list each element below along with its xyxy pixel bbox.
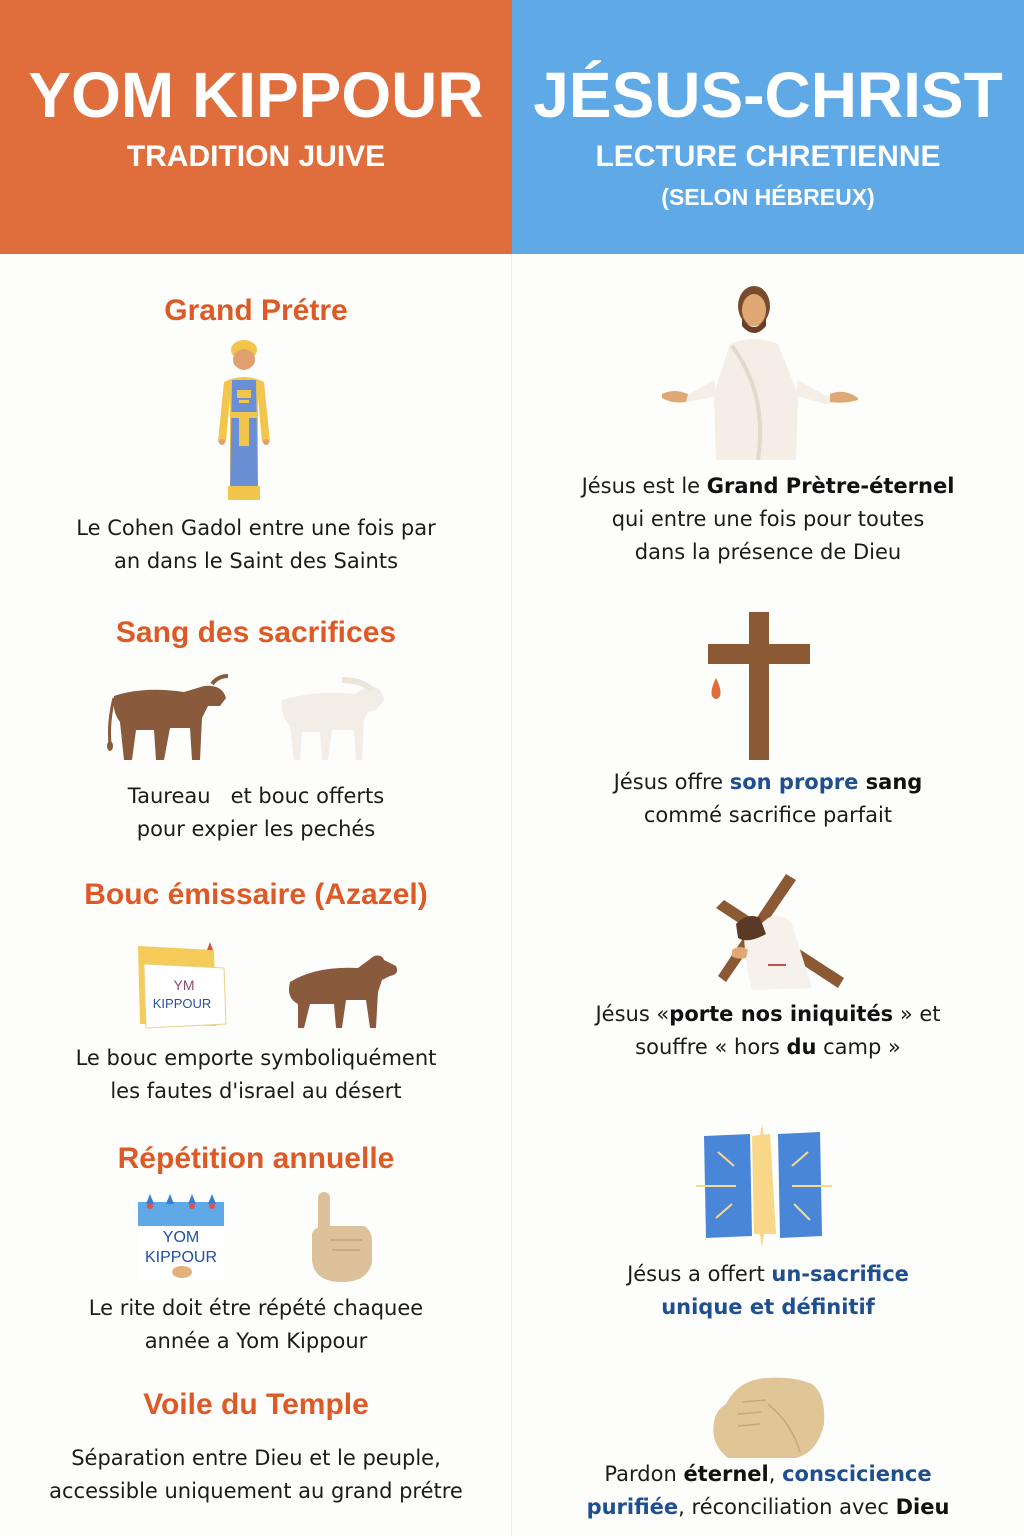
section-desc-line1: Jésus est le Grand Prètre-éternel bbox=[581, 474, 955, 498]
section-heading: Grand Prétre bbox=[164, 294, 348, 327]
svg-text:KIPPOUR: KIPPOUR bbox=[144, 1249, 218, 1266]
section-pardon-eternel bbox=[512, 1372, 1024, 1532]
svg-text:YOM: YOM bbox=[162, 1229, 200, 1246]
section-voile-temple bbox=[0, 1386, 512, 1516]
svg-text:YM: YM bbox=[173, 977, 195, 993]
section-desc-line1: Le Cohen Gadol entre une fois par bbox=[76, 516, 436, 540]
section-desc-line2: année a Yom Kippour bbox=[144, 1329, 368, 1353]
carrying-cross-icon bbox=[712, 872, 848, 992]
section-desc-line1: Jésus «porte nos iniquités » et bbox=[595, 1002, 941, 1026]
section-desc-line1: Le bouc emporte symboliquément bbox=[75, 1046, 437, 1070]
section-desc-line2: les fautes d'israel au désert bbox=[110, 1079, 402, 1103]
header-right-subtitle: LECTURE CHRETIENNE bbox=[595, 140, 941, 173]
header-right-subtitle2: (SELON HÉBREUX) bbox=[661, 184, 875, 210]
calendar-icon bbox=[134, 942, 230, 1032]
section-desc-line2: commé sacrifice parfait bbox=[643, 803, 893, 827]
section-heading: Sang des sacrifices bbox=[115, 616, 397, 649]
header-left bbox=[0, 0, 512, 254]
section-desc-line2: accessible uniquement au grand prétre bbox=[49, 1479, 463, 1503]
section-grand-pretre bbox=[0, 290, 512, 590]
section-desc-line2: unique et définitif bbox=[661, 1295, 875, 1319]
pointing-hand-icon bbox=[308, 1190, 376, 1284]
section-desc-line2: qui entre une fois pour toutes bbox=[611, 507, 925, 531]
section-desc-line2: purifiée, réconciliation avec Dieu bbox=[586, 1495, 950, 1519]
header-left-subtitle: TRADITION JUIVE bbox=[126, 140, 386, 173]
section-porte-iniquites bbox=[512, 870, 1024, 1070]
section-heading: Voile du Temple bbox=[143, 1388, 369, 1421]
section-desc-line1: Taureau et bouc offerts bbox=[127, 784, 385, 808]
section-bouc-emissaire bbox=[0, 874, 512, 1114]
svg-text:KIPPOUR: KIPPOUR bbox=[152, 996, 212, 1011]
section-desc-line1: Jésus offre son propre sang bbox=[613, 770, 923, 794]
section-desc-line3: dans la présence de Dieu bbox=[634, 540, 902, 564]
jesus-icon bbox=[658, 284, 862, 460]
calendar-icon bbox=[136, 1192, 226, 1280]
cross-icon bbox=[704, 610, 814, 762]
bull-icon bbox=[104, 672, 234, 768]
section-son-propre-sang bbox=[512, 608, 1024, 838]
section-sang-sacrifices bbox=[0, 612, 512, 852]
high-priest-icon bbox=[216, 338, 272, 502]
section-heading: Répétition annuelle bbox=[117, 1142, 395, 1175]
section-desc-line1: Pardon éternel, conscicience bbox=[604, 1462, 932, 1486]
torn-veil-icon bbox=[696, 1124, 832, 1250]
section-heading: Bouc émissaire (Azazel) bbox=[84, 878, 428, 911]
section-desc-line1: Jésus a offert un-sacrifice bbox=[627, 1262, 909, 1286]
header-right bbox=[512, 0, 1024, 254]
section-desc-line2: souffre « hors du camp » bbox=[635, 1035, 901, 1059]
section-repetition-annuelle bbox=[0, 1140, 512, 1360]
clasped-hands-icon bbox=[708, 1374, 828, 1460]
section-sacrifice-unique bbox=[512, 1122, 1024, 1332]
section-desc-line2: pour expier les pechés bbox=[136, 817, 376, 841]
section-desc-line1: Le rite doit étre répété chaquee bbox=[88, 1296, 424, 1320]
goat-icon bbox=[276, 676, 388, 768]
header-left-title: YOM KIPPOUR bbox=[28, 59, 484, 131]
section-grand-pretre-eternel bbox=[512, 284, 1024, 574]
section-desc-line1: Séparation entre Dieu et le peuple, bbox=[71, 1446, 441, 1470]
scapegoat-icon bbox=[286, 948, 402, 1032]
section-desc-line2: an dans le Saint des Saints bbox=[113, 549, 399, 573]
header-right-title: JÉSUS-CHRIST bbox=[533, 59, 1003, 131]
